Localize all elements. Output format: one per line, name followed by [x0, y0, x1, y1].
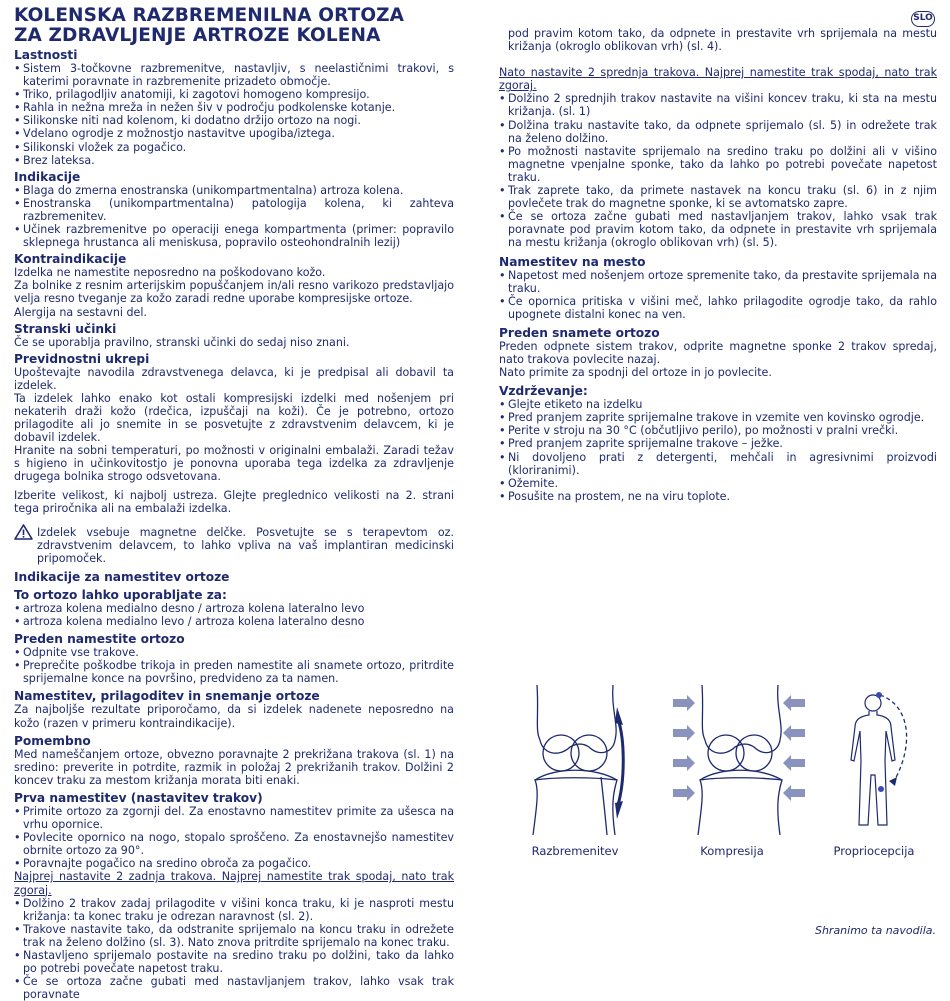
- list-item: • Nastavljeno sprijemalo postavite na sredino traku po dolžini, tako da lahko po potrebi povečate napetost traku.: [14, 949, 454, 975]
- list-item: • Glejte etiketo na izdelku: [499, 398, 937, 411]
- heading-indikacije: Indikacije: [14, 169, 81, 184]
- list-item: • Primite ortozo za zgornji del. Za enostavno namestitev primite za ušesca na vrhu opornice.: [14, 805, 454, 831]
- list-vzdrzevanje: [499, 398, 937, 503]
- list-item: • Če se ortoza začne gubati med nastavljanjem trakov, lahko vsak trak poravnate: [14, 975, 454, 1001]
- list-preden: [14, 646, 454, 685]
- knee-unloading-illustration: [515, 685, 635, 835]
- list-item: • Pred pranjem zaprite sprijemalne trakove – ježke.: [499, 437, 937, 450]
- list-item: • Enostranska (unikompartmentalna) patologija kolena, ki zahteva razbremenitev.: [14, 197, 454, 223]
- list-item: • Silikonske niti nad kolenom, ki dodatno držijo ortozo na nogi.: [14, 114, 454, 127]
- heading-preden-namestite: Preden namestite ortozo: [14, 632, 185, 647]
- language-badge: SLO: [911, 11, 935, 27]
- list-indikacije: [14, 184, 454, 249]
- compression-arrows: [673, 695, 805, 801]
- list-prva: [14, 805, 454, 870]
- list-item: • Poravnajte pogačico na sredino obroča za pogačico.: [14, 857, 454, 870]
- list-item: • Povlecite opornico na nogo, stopalo sproščeno. Za enostavnejšo namestitev obrnite ortozo za 90°.: [14, 831, 454, 857]
- list-item: • Triko, prilagodljiv anatomiji, ki zagotovi homogeno kompresijo.: [14, 88, 454, 101]
- list-item: • Posušite na prostem, ne na viru toplote.: [499, 490, 937, 503]
- proprioception-illustration: [835, 685, 935, 835]
- heading-prva-namestitev: Prva namestitev (nastavitev trakov): [14, 790, 263, 805]
- list-sprednja-trakova: [499, 92, 937, 249]
- paragraph: Za najboljše rezultate priporočamo, da si izdelek nadenete neposredno na kožo (razen v primeru kontraindikacije).: [14, 703, 454, 730]
- list-uporaba: [14, 602, 454, 628]
- paragraph: Upoštevajte navodila zdravstvenega delavca, ki je predpisal ali dobavil ta izdelek.: [14, 365, 454, 392]
- paragraph: pod pravim kotom tako, da odpnete in prestavite vrh sprijemala na mestu križanja (okroglo oblikovan vrh) (sl. 4).: [508, 27, 937, 54]
- list-item: • Učinek razbremenitve po operaciji enega kompartmenta (primer: popravilo sklepnega hrustanca ali meniskusa, popravilo osteohondralnih lezij): [14, 223, 454, 249]
- list-item: • artroza kolena medialno desno / artroza kolena lateralno levo: [14, 602, 454, 615]
- list-item: • Dolžino 2 trakov zadaj prilagodite v višini konca traku, ki je nasproti mestu križanja: ta konec traku je odrezan naravnost (sl. 2).: [14, 897, 454, 923]
- list-item: • Odpnite vse trakove.: [14, 646, 454, 659]
- heading-kontraindikacije: Kontraindikacije: [14, 252, 127, 267]
- list-item: • Po možnosti nastavite sprijemalo na sredino traku po dolžini ali v višino magnetne vpenjalne sponke, tako da lahko po potrebi povečate napetost traku.: [499, 145, 937, 184]
- list-item: • Brez lateksa.: [14, 154, 454, 167]
- paragraph: Ta izdelek lahko enako kot ostali kompresijski izdelki med nošenjem pri nekaterih draži kožo (rdečica, izpuščaji na koži). Če je potrebno, ortozo prilagodite ali jo snemite in se posvetujte z zdravstvenim delavcem, ki je dobavil izdelek.: [14, 391, 454, 445]
- list-item: • Če opornica pritiska v višini meč, lahko prilagodite ogrodje tako, da rahlo upognete distalni konec na ven.: [499, 295, 937, 321]
- list-item: • Pred pranjem zaprite sprijemalne trakove in vzemite ven kovinsko ogrodje.: [499, 411, 937, 424]
- right-column: [499, 27, 937, 503]
- paragraph: Hranite na sobni temperaturi, po možnosti v originalni embalaži. Zaradi težav s higieno in učinkovitostjo je ponovna uporaba tega izdelka za zdravljenje drugega bolnika strogo odsvetovana.: [14, 444, 454, 484]
- list-item: • Trak zaprete tako, da primete nastavek na koncu traku (sl. 6) in z njim povlečete trak do magnetne sponke, ki se avtomatsko zapre.: [499, 184, 937, 210]
- size-note: Izberite velikost, ki najbolj ustreza. Glejte preglednico velikosti na 2. strani tega priročnika ali na embalaži izdelka.: [14, 488, 454, 515]
- list-item: • Trakove nastavite tako, da odstranite sprijemalo na koncu traku in odrežete trak na želeno dolžino (sl. 3). Nato znova pritrdite sprijemalo na konec traku.: [14, 923, 454, 949]
- heading-uporaba: To ortozo lahko uporabljate za:: [14, 588, 227, 602]
- heading-lastnosti: Lastnosti: [14, 48, 78, 62]
- list-item: • Silikonski vložek za pogačico.: [14, 141, 454, 154]
- paragraph: Za bolnike z resnim arterijskim popuščanjem in/ali resno varikozo predstavljajo velja resno tveganje za kožo zaradi redne uporabe kompresijske ortoze.: [14, 279, 454, 306]
- heading-previdnostni-ukrepi: Previdnostni ukrepi: [14, 351, 150, 366]
- paragraph: Preden odpnete sistem trakov, odprite magnetne sponke 2 trakov spredaj, nato trakova povlecite nazaj.: [499, 339, 937, 366]
- list-item: • Blaga do zmerna enostranska (unikompartmentalna) artroza kolena.: [14, 184, 454, 197]
- paragraph: Med nameščanjem ortoze, obvezno poravnajte 2 prekrižana trakova (sl. 1) na sredino: preverite in potrdite, razmik in položaj 2 prekrižanih trakov. Dolžini 2 koncev traku za mestom križanja morata biti enaki.: [14, 747, 454, 787]
- subheading-zadnja-trakova: Najprej nastavite 2 zadnja trakova. Najprej namestite trak spodaj, nato trak zgoraj.: [14, 870, 454, 897]
- paragraph: Alergija na sestavni del.: [14, 305, 147, 319]
- list-zadnja-trakova: [14, 897, 454, 1001]
- list-item: • Vdelano ogrodje z možnostjo nastavitve upogiba/iztega.: [14, 127, 454, 140]
- list-item: • Če se ortoza začne gubati med nastavljanjem trakov, lahko vsak trak poravnate pod pravim kotom tako, da odpnete in prestavite vrh sprijemala na mestu križanja (okroglo oblikovan vrh) (sl. 5).: [499, 210, 937, 249]
- list-item: • Preprečite poškodbe trikoja in preden namestite ali snamete ortozo, pritrdite sprijemalne konce na površino, predvideno za ta namen.: [14, 659, 454, 685]
- list-item: • Napetost med nošenjem ortoze spremenite tako, da prestavite sprijemala na traku.: [499, 269, 937, 295]
- illustrations: [515, 685, 940, 865]
- list-item: • artroza kolena medialno levo / artroza kolena lateralno desno: [14, 615, 454, 628]
- heading-indikacije-namestitev: Indikacije za namestitev ortoze: [14, 570, 230, 584]
- list-na-mesto: [499, 269, 937, 321]
- list-lastnosti: [14, 62, 454, 167]
- caption-propriocepcija: Propriocepcija: [833, 844, 915, 858]
- heading-stranski-ucinki: Stranski učinki: [14, 321, 117, 336]
- heading-namestitev-na-mesto: Namestitev na mesto: [499, 254, 646, 269]
- list-item: • Ni dovoljeno prati z detergenti, mehčali in agresivnimi proizvodi (kloriranimi).: [499, 451, 937, 477]
- list-item: • Rahla in nežna mreža in nežen šiv v področju podkolenske kotanje.: [14, 101, 454, 114]
- left-column: [14, 6, 454, 1001]
- paragraph: Nato primite za spodnji del ortoze in jo povlecite.: [499, 366, 772, 380]
- heading-pomembno: Pomembno: [14, 733, 91, 748]
- list-item: • Sistem 3-točkovne razbremenitve, nastavljiv, s neelastičnimi trakovi, s katerimi poravnate in razbremenite prizadeto območje.: [14, 62, 454, 88]
- subheading-sprednja-trakova: Nato nastavite 2 sprednja trakova. Najprej namestite trak spodaj, nato trak zgoraj.: [499, 66, 937, 93]
- footer-note: Shranimo ta navodila.: [814, 924, 936, 937]
- knee-compression-illustration: [665, 685, 805, 835]
- warning-text: Izdelek vsebuje magnetne delčke. Posvetujte se s terapevtom oz. zdravstvenim delavcem, to lahko vpliva na vaš implantiran medicinski pripomoček.: [37, 525, 454, 565]
- heading-vzdrzevanje: Vzdrževanje:: [499, 384, 588, 399]
- heading-preden-snamete: Preden snamete ortozo: [499, 325, 660, 340]
- heading-namestitev: Namestitev, prilagoditev in snemanje ortoze: [14, 689, 320, 704]
- caption-razbremenitev: Razbremenitev: [531, 844, 619, 858]
- document-title: KOLENSKA RAZBREMENILNA ORTOZA ZA ZDRAVLJENJE ARTROZE KOLENA: [14, 5, 405, 46]
- list-item: • Ožemite.: [499, 477, 937, 490]
- magnet-warning: [14, 524, 454, 565]
- paragraph: Izdelka ne namestite neposredno na poškodovano kožo.: [14, 266, 326, 280]
- list-item: • Dolžina traku nastavite tako, da odpnete sprijemalo (sl. 5) in odrežete trak na želeno dolžino.: [499, 119, 937, 145]
- warning-icon: [14, 524, 33, 540]
- list-item: • Dolžino 2 sprednjih trakov nastavite na višini koncev traku, ki sta na mestu križanja. (sl. 1): [499, 92, 937, 118]
- paragraph: Če se uporablja pravilno, stranski učinki do sedaj niso znani.: [14, 335, 350, 349]
- caption-kompresija: Kompresija: [700, 844, 764, 858]
- list-item: • Perite v stroju na 30 °C (občutljivo perilo), po možnosti v pralni vrečki.: [499, 424, 937, 437]
